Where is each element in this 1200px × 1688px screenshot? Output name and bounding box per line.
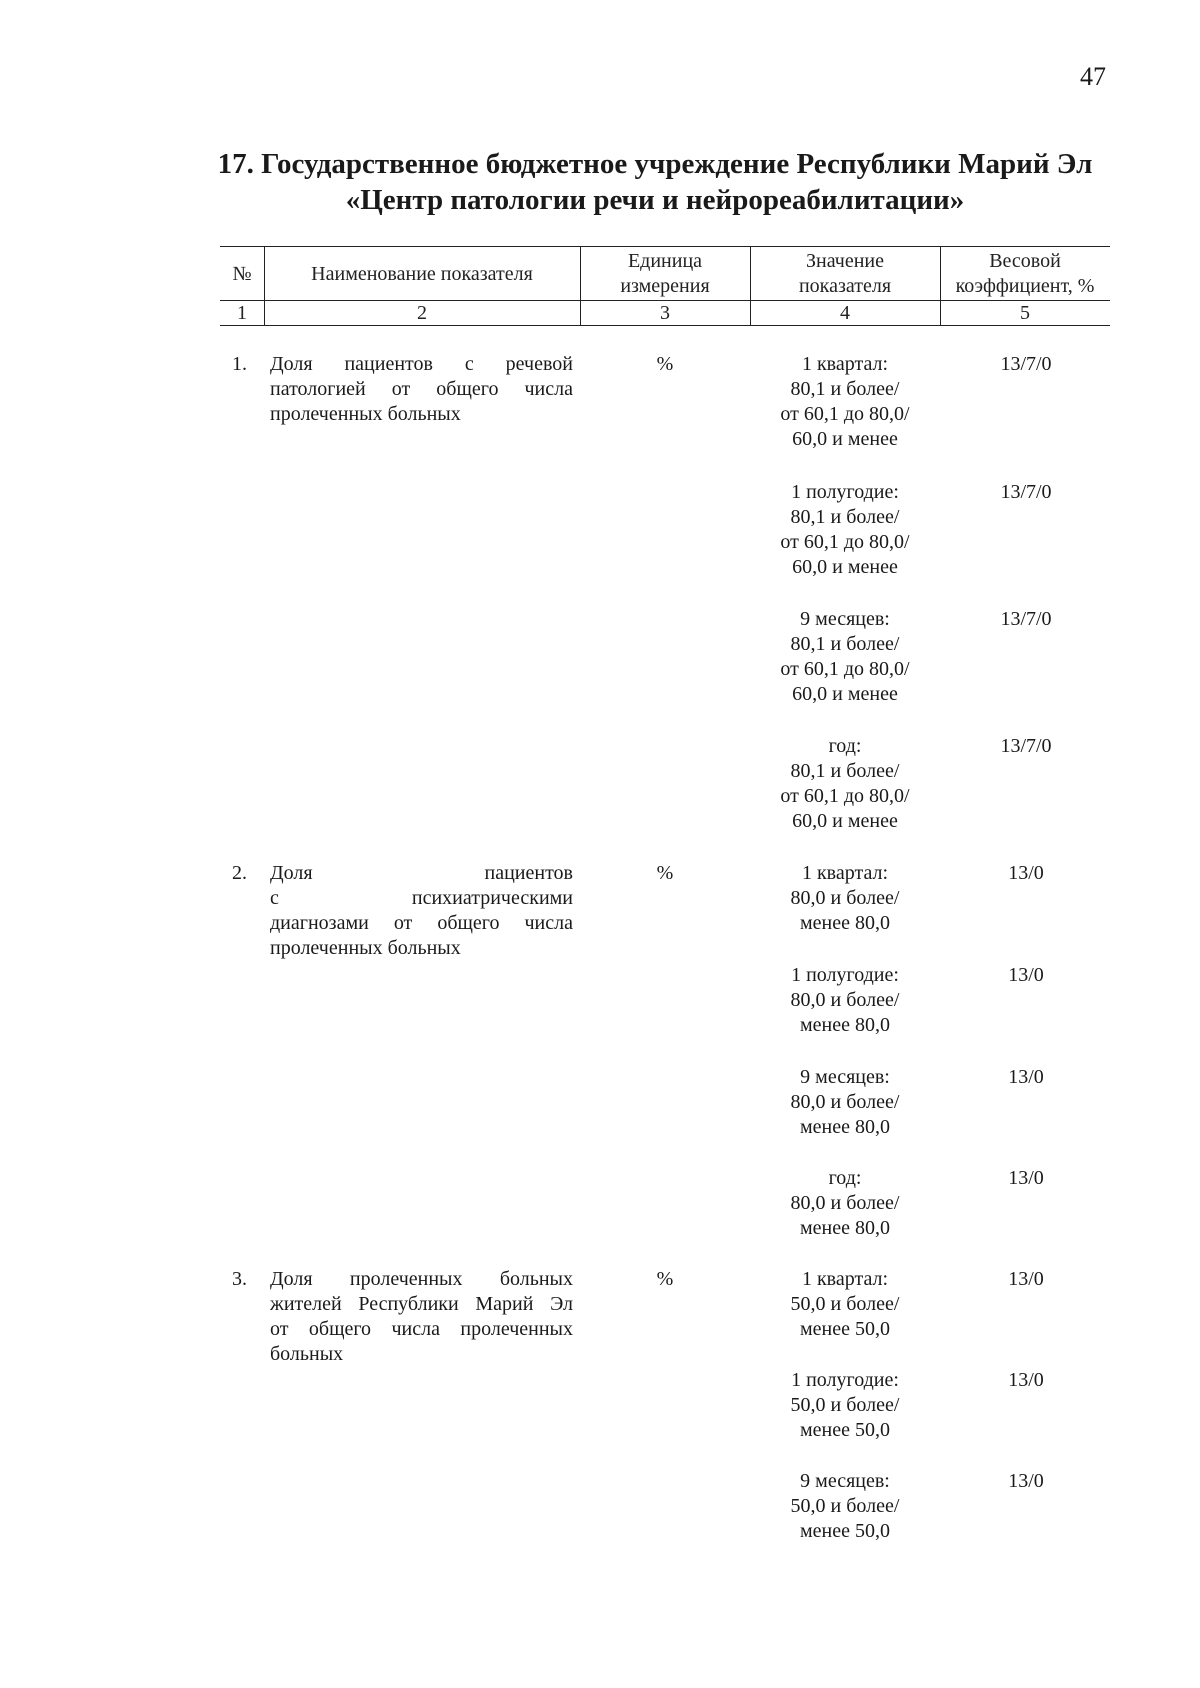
period-value: менее 80,0 bbox=[800, 1217, 890, 1239]
row-1-indicator-name bbox=[270, 352, 573, 427]
period-value: 80,0 и более/ bbox=[790, 1091, 900, 1113]
row-2-period-2 bbox=[750, 963, 940, 1038]
row-2-period-2-weight: 13/0 bbox=[1008, 964, 1044, 986]
row-1-period-1 bbox=[750, 352, 940, 452]
period-value: от 60,1 до 80,0/ bbox=[780, 658, 910, 680]
period-value: 80,1 и более/ bbox=[790, 760, 900, 782]
header-col-weight bbox=[940, 249, 1110, 299]
header-index-2: 2 bbox=[417, 302, 427, 324]
row-3-name-line: жителей Республики Марий Эл bbox=[270, 1293, 573, 1315]
row-1-period-4 bbox=[750, 734, 940, 834]
row-2-indicator-name bbox=[270, 861, 573, 961]
period-value: 60,0 и менее bbox=[792, 683, 898, 705]
period-value: 80,0 и более/ bbox=[790, 989, 900, 1011]
period-value: менее 80,0 bbox=[800, 1014, 890, 1036]
row-2-period-4-weight: 13/0 bbox=[1008, 1167, 1044, 1189]
header-col-name: Наименование показателя bbox=[311, 263, 533, 285]
period-label: год: bbox=[828, 735, 862, 757]
period-value: 60,0 и менее bbox=[792, 428, 898, 450]
row-3-name-line: от общего числа пролеченных bbox=[270, 1318, 573, 1340]
period-label: 1 полугодие: bbox=[791, 481, 899, 503]
row-1-name-line: пролеченных больных bbox=[270, 403, 461, 425]
header-col-weight-line-1: Весовой bbox=[989, 250, 1061, 272]
header-index-3: 3 bbox=[660, 302, 670, 324]
period-value: 80,1 и более/ bbox=[790, 633, 900, 655]
table-header bbox=[220, 246, 1110, 326]
period-value: 60,0 и менее bbox=[792, 556, 898, 578]
row-3-name-line: Доля пролеченных больных bbox=[270, 1268, 573, 1290]
row-1-name-line: патологией от общего числа bbox=[270, 378, 573, 400]
period-value: 80,0 и более/ bbox=[790, 1192, 900, 1214]
row-2-name-line: Доля пациентов bbox=[270, 862, 573, 884]
row-1-period-4-weight: 13/7/0 bbox=[1000, 735, 1052, 757]
period-value: от 60,1 до 80,0/ bbox=[780, 531, 910, 553]
period-value: 80,1 и более/ bbox=[790, 506, 900, 528]
row-1-unit: % bbox=[656, 353, 674, 375]
period-label: 1 квартал: bbox=[801, 353, 889, 375]
header-col-weight-line-2: коэффициент, % bbox=[955, 275, 1095, 297]
row-3-number: 3. bbox=[232, 1268, 247, 1290]
row-2-period-1-weight: 13/0 bbox=[1008, 862, 1044, 884]
page-number: 47 bbox=[1080, 62, 1106, 91]
period-value: 50,0 и более/ bbox=[790, 1394, 900, 1416]
period-label: 1 полугодие: bbox=[791, 964, 899, 986]
period-value: менее 50,0 bbox=[800, 1419, 890, 1441]
period-value: 80,0 и более/ bbox=[790, 887, 900, 909]
period-value: 80,1 и более/ bbox=[790, 378, 900, 400]
document-title bbox=[200, 146, 1110, 218]
header-index-5: 5 bbox=[1020, 302, 1030, 324]
row-2-name-line: пролеченных больных bbox=[270, 937, 461, 959]
row-3-period-2 bbox=[750, 1368, 940, 1443]
row-3-unit: % bbox=[656, 1268, 674, 1290]
period-label: 9 месяцев: bbox=[800, 1470, 890, 1492]
row-3-period-3 bbox=[750, 1469, 940, 1544]
row-2-number: 2. bbox=[232, 862, 247, 884]
row-2-period-1 bbox=[750, 861, 940, 936]
row-2-period-3-weight: 13/0 bbox=[1008, 1066, 1044, 1088]
row-3-period-1 bbox=[750, 1267, 940, 1342]
row-3-name-line: больных bbox=[270, 1343, 344, 1365]
header-col-value-line-2: показателя bbox=[798, 275, 892, 297]
row-1-number: 1. bbox=[232, 353, 247, 375]
row-2-name-line: диагнозами от общего числа bbox=[270, 912, 573, 934]
row-2-name-line: с психиатрическими bbox=[270, 887, 573, 909]
header-col-value bbox=[750, 249, 940, 299]
row-2-unit: % bbox=[656, 862, 674, 884]
period-label: год: bbox=[828, 1167, 862, 1189]
row-1-period-1-weight: 13/7/0 bbox=[1000, 353, 1052, 375]
row-1-period-3 bbox=[750, 607, 940, 707]
title-line-2: «Центр патологии речи и нейрореабилитации» bbox=[345, 184, 965, 216]
period-value: 50,0 и более/ bbox=[790, 1293, 900, 1315]
title-line-1: 17. Государственное бюджетное учреждение Республики Марий Эл bbox=[217, 148, 1093, 180]
period-value: 50,0 и более/ bbox=[790, 1495, 900, 1517]
row-2-period-4 bbox=[750, 1166, 940, 1241]
period-label: 9 месяцев: bbox=[800, 608, 890, 630]
header-index-1: 1 bbox=[237, 302, 247, 324]
header-col-value-line-1: Значение bbox=[805, 250, 885, 272]
period-value: менее 50,0 bbox=[800, 1520, 890, 1542]
row-1-period-2-weight: 13/7/0 bbox=[1000, 481, 1052, 503]
header-top-rule bbox=[220, 246, 1110, 247]
header-col-number: № bbox=[232, 263, 252, 285]
period-label: 1 полугодие: bbox=[791, 1369, 899, 1391]
period-value: от 60,1 до 80,0/ bbox=[780, 785, 910, 807]
period-value: менее 80,0 bbox=[800, 912, 890, 934]
period-value: от 60,1 до 80,0/ bbox=[780, 403, 910, 425]
row-1-period-2 bbox=[750, 480, 940, 580]
row-1-name-line: Доля пациентов с речевой bbox=[270, 353, 573, 375]
period-value: менее 50,0 bbox=[800, 1318, 890, 1340]
header-col-unit bbox=[580, 249, 750, 299]
row-3-period-3-weight: 13/0 bbox=[1008, 1470, 1044, 1492]
row-3-period-2-weight: 13/0 bbox=[1008, 1369, 1044, 1391]
period-label: 1 квартал: bbox=[801, 1268, 889, 1290]
period-label: 1 квартал: bbox=[801, 862, 889, 884]
header-index-4: 4 bbox=[840, 302, 850, 324]
period-label: 9 месяцев: bbox=[800, 1066, 890, 1088]
header-col-unit-line-2: измерения bbox=[620, 275, 710, 297]
period-value: 60,0 и менее bbox=[792, 810, 898, 832]
row-3-indicator-name bbox=[270, 1267, 573, 1367]
row-1-period-3-weight: 13/7/0 bbox=[1000, 608, 1052, 630]
period-value: менее 80,0 bbox=[800, 1116, 890, 1138]
header-col-unit-line-1: Единица bbox=[627, 250, 703, 272]
row-2-period-3 bbox=[750, 1065, 940, 1140]
row-3-period-1-weight: 13/0 bbox=[1008, 1268, 1044, 1290]
